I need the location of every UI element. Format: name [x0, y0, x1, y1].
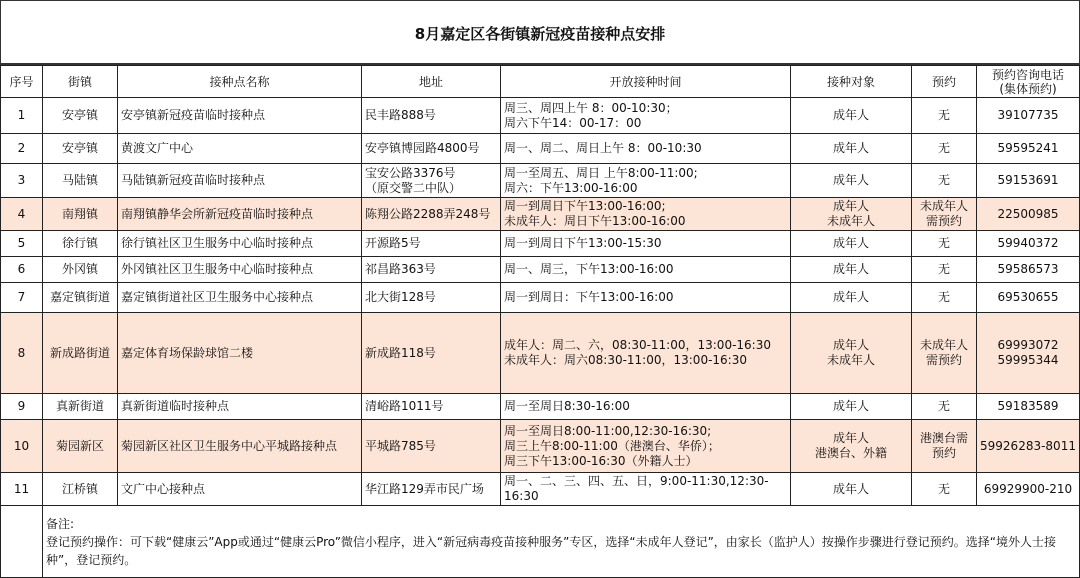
cell-no: 9: [1, 394, 43, 420]
cell-town: 真新街道: [43, 394, 118, 420]
cell-no: 10: [1, 420, 43, 473]
notes-cell: [43, 506, 1080, 578]
cell-town: 马陆镇: [43, 164, 118, 198]
cell-target: 成年人: [791, 98, 912, 134]
cell-phone: 59940372: [977, 231, 1080, 257]
col-time-header: 开放接种时间: [501, 66, 791, 98]
cell-addr: 宝安公路3376号 （原交警二中队）: [362, 164, 501, 198]
col-booking-header: 预约: [912, 66, 977, 98]
cell-no: 1: [1, 98, 43, 134]
cell-target: 成年人: [791, 283, 912, 313]
cell-booking: 港澳台需 预约: [912, 420, 977, 473]
cell-target: 成年人: [791, 231, 912, 257]
cell-target: 成年人: [791, 257, 912, 283]
table-row: [1, 257, 1080, 283]
cell-site: 文广中心接种点: [118, 473, 362, 506]
table-row: [1, 394, 1080, 420]
cell-phone: 22500985: [977, 198, 1080, 231]
cell-booking: 无: [912, 257, 977, 283]
cell-addr: 祁昌路363号: [362, 257, 501, 283]
cell-phone: 59586573: [977, 257, 1080, 283]
table-row: [1, 164, 1080, 198]
sheet-title: 8月嘉定区各街镇新冠疫苗接种点安排: [1, 1, 1079, 65]
cell-site: 外冈镇社区卫生服务中心临时接种点: [118, 257, 362, 283]
cell-time: 周一到周日下午13:00-16:00; 未成年人：周日下午13:00-16:00: [501, 198, 791, 231]
cell-addr: 民丰路888号: [362, 98, 501, 134]
cell-time: 周一到周日：下午13:00-16:00: [501, 283, 791, 313]
cell-site: 嘉定镇街道社区卫生服务中心接种点: [118, 283, 362, 313]
cell-addr: 新成路118号: [362, 313, 501, 394]
cell-target: 成年人: [791, 473, 912, 506]
cell-site: 安亭镇新冠疫苗临时接种点: [118, 98, 362, 134]
cell-no: 5: [1, 231, 43, 257]
cell-target: 成年人: [791, 164, 912, 198]
cell-town: 安亭镇: [43, 98, 118, 134]
cell-town: 外冈镇: [43, 257, 118, 283]
cell-target: 成年人 未成年人: [791, 198, 912, 231]
col-phone-header: 预约咨询电话 (集体预约): [977, 66, 1080, 98]
cell-time: 周一至周五、周日 上午8:00-11:00; 周六：下午13:00-16:00: [501, 164, 791, 198]
cell-phone: 69530655: [977, 283, 1080, 313]
cell-site: 马陆镇新冠疫苗临时接种点: [118, 164, 362, 198]
cell-site: 菊园新区社区卫生服务中心平城路接种点: [118, 420, 362, 473]
cell-addr: 华江路129弄市民广场: [362, 473, 501, 506]
table-row: [1, 473, 1080, 506]
notes-label: 备注:: [46, 516, 75, 531]
col-target-header: 接种对象: [791, 66, 912, 98]
cell-time: 成年人：周二、六，08:30-11:00，13:00-16:30 未成年人：周六08:30-11:00，13:00-16:30: [501, 313, 791, 394]
cell-target: 成年人 未成年人: [791, 313, 912, 394]
cell-site: 徐行镇社区卫生服务中心临时接种点: [118, 231, 362, 257]
cell-booking: 无: [912, 164, 977, 198]
cell-addr: 开源路5号: [362, 231, 501, 257]
cell-town: 南翔镇: [43, 198, 118, 231]
cell-time: 周三、周四上午 8：00-10:30； 周六下午14：00-17：00: [501, 98, 791, 134]
cell-booking: 无: [912, 98, 977, 134]
cell-time: 周一至周日8:30-16:00: [501, 394, 791, 420]
cell-addr: 安亭镇博园路4800号: [362, 134, 501, 164]
cell-town: 江桥镇: [43, 473, 118, 506]
table-row: [1, 283, 1080, 313]
cell-time: 周一、周三，下午13:00-16:00: [501, 257, 791, 283]
table-row: [1, 231, 1080, 257]
col-no-header: 序号: [1, 66, 43, 98]
cell-target: 成年人: [791, 134, 912, 164]
table-row: [1, 198, 1080, 231]
table-row: [1, 98, 1080, 134]
cell-booking: 无: [912, 473, 977, 506]
cell-addr: 北大街128号: [362, 283, 501, 313]
cell-addr: 陈翔公路2288弄248号: [362, 198, 501, 231]
table-row: [1, 134, 1080, 164]
cell-town: 徐行镇: [43, 231, 118, 257]
notes-text: 登记预约操作：可下载“健康云”App或通过“健康云Pro”微信小程序，进入“新冠病毒疫苗接种服务”专区，选择“未成年人登记”，由家长（监护人）按操作步骤进行登记预约。选择“境外人士接种”，登记预约。: [46, 534, 1057, 567]
cell-no: 8: [1, 313, 43, 394]
cell-site: 黄渡文广中心: [118, 134, 362, 164]
cell-phone: 59595241: [977, 134, 1080, 164]
cell-phone: 39107735: [977, 98, 1080, 134]
vaccination-table: [0, 65, 1080, 578]
cell-target: 成年人: [791, 394, 912, 420]
cell-booking: 未成年人 需预约: [912, 198, 977, 231]
cell-booking: 无: [912, 231, 977, 257]
cell-no: 11: [1, 473, 43, 506]
header-row: [1, 66, 1080, 98]
cell-booking: 无: [912, 134, 977, 164]
table-row: [1, 420, 1080, 473]
cell-no: 2: [1, 134, 43, 164]
cell-phone: 59183589: [977, 394, 1080, 420]
cell-time: 周一到周日下午13:00-15:30: [501, 231, 791, 257]
cell-site: 嘉定体育场保龄球馆二楼: [118, 313, 362, 394]
cell-time: 周一至周日8:00-11:00,12:30-16:30; 周三上午8:00-11:00（港澳台、华侨）； 周三下午13:00-16:30（外籍人士）: [501, 420, 791, 473]
cell-no: 4: [1, 198, 43, 231]
col-address-header: 地址: [362, 66, 501, 98]
cell-target: 成年人 港澳台、外籍: [791, 420, 912, 473]
table-row: [1, 313, 1080, 394]
cell-time: 周一、周二、周日上午 8：00-10:30: [501, 134, 791, 164]
cell-phone: 59153691: [977, 164, 1080, 198]
cell-time: 周一、二、三、四、五、日，9:00-11:30,12:30- 16:30: [501, 473, 791, 506]
cell-booking: 未成年人 需预约: [912, 313, 977, 394]
cell-site: 南翔镇静华会所新冠疫苗临时接种点: [118, 198, 362, 231]
cell-town: 菊园新区: [43, 420, 118, 473]
cell-no: 6: [1, 257, 43, 283]
col-site-header: 接种点名称: [118, 66, 362, 98]
notes-row: [1, 506, 1080, 578]
cell-town: 嘉定镇街道: [43, 283, 118, 313]
cell-phone: 69993072 59995344: [977, 313, 1080, 394]
cell-addr: 平城路785号: [362, 420, 501, 473]
cell-booking: 无: [912, 394, 977, 420]
cell-booking: 无: [912, 283, 977, 313]
cell-no: 3: [1, 164, 43, 198]
cell-addr: 清峪路1011号: [362, 394, 501, 420]
cell-phone: 69929900-210: [977, 473, 1080, 506]
col-town-header: 街镇: [43, 66, 118, 98]
cell-no: 7: [1, 283, 43, 313]
cell-town: 新成路街道: [43, 313, 118, 394]
cell-site: 真新街道临时接种点: [118, 394, 362, 420]
cell-phone: 59926283-8011: [977, 420, 1080, 473]
cell-town: 安亭镇: [43, 134, 118, 164]
